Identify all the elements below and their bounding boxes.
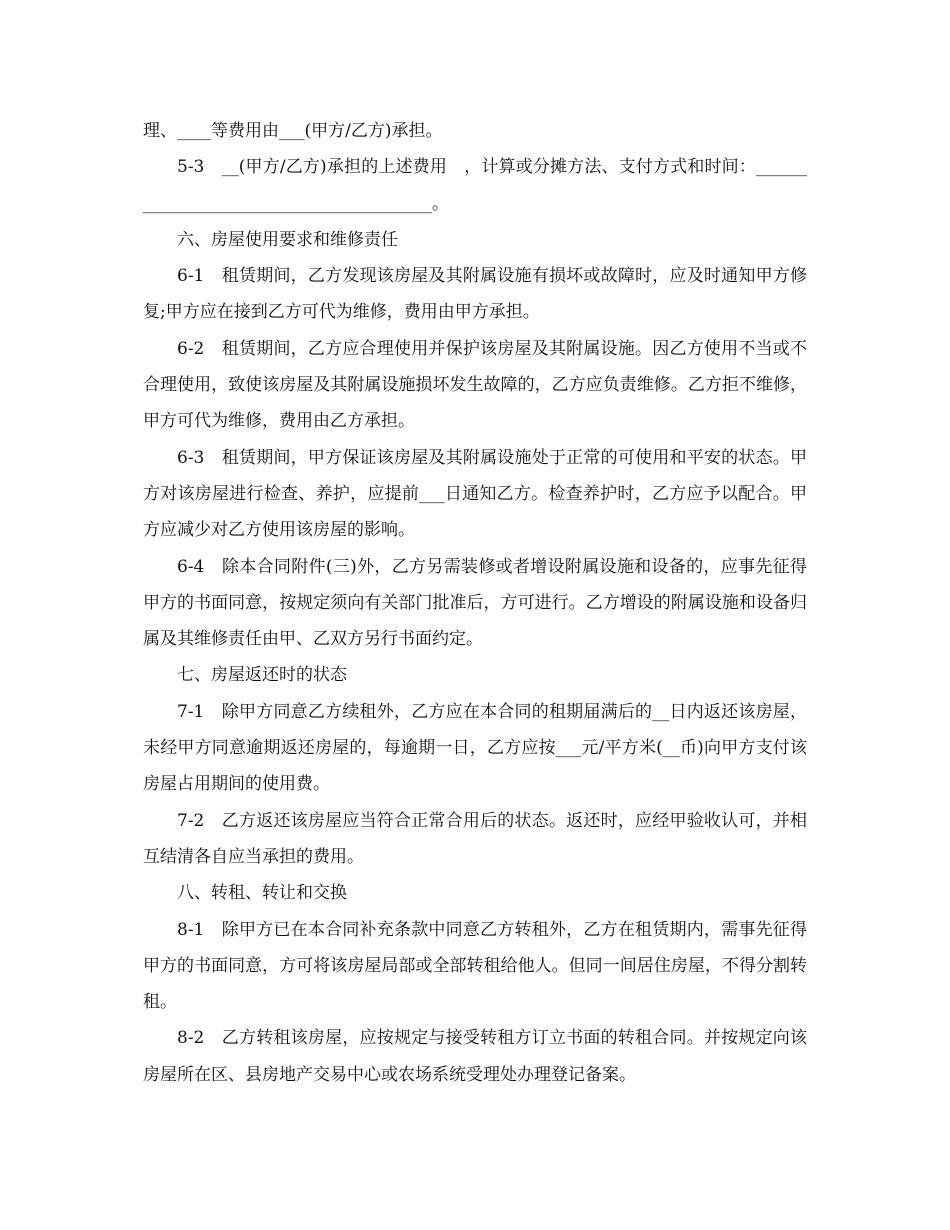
clause-6-3: 6-3 租赁期间，甲方保证该房屋及其附属设施处于正常的可使用和平安的状态。甲方对该房屋进行检查、养护，应提前___日通知乙方。检查养护时，乙方应予以配合。甲方应减少对乙方使用该房屋的影响。	[143, 447, 807, 541]
clause-8-1: 8-1 除甲方已在本合同补充条款中同意乙方转租外，乙方在租赁期内，需事先征得甲方的书面同意，方可将该房屋局部或全部转租给他人。但同一间居住房屋，不得分割转租。	[143, 919, 807, 1013]
clause-6-2: 6-2 租赁期间，乙方应合理使用并保护该房屋及其附属设施。因乙方使用不当或不合理使用，致使该房屋及其附属设施损坏发生故障的，乙方应负责维修。乙方拒不维修，甲方可代为维修，费用由乙方承担。	[143, 338, 807, 432]
clause-6-1: 6-1 租赁期间，乙方发现该房屋及其附属设施有损坏或故障时，应及时通知甲方修复;甲方应在接到乙方可代为维修，费用由甲方承担。	[143, 266, 807, 323]
clause-7-2: 7-2 乙方返还该房屋应当符合正常合用后的状态。返还时，应经甲验收认可，并相互结清各自应当承担的费用。	[143, 810, 807, 867]
clause-5-3: 5-3 __(甲方/乙方)承担的上述费用 ，计算或分摊方法、支付方式和时间：________________________________________。	[143, 157, 807, 214]
section-heading-8: 八、转租、转让和交换	[177, 883, 347, 904]
clause-6-4: 6-4 除本合同附件(三)外，乙方另需装修或者增设附属设施和设备的，应事先征得甲方的书面同意，按规定须向有关部门批准后，方可进行。乙方增设的附属设施和设备归属及其维修责任由甲、乙双方另行书面约定。	[143, 556, 807, 650]
clause-8-2: 8-2 乙方转租该房屋，应按规定与接受转租方订立书面的转租合同。并按规定向该房屋所在区、县房地产交易中心或农场系统受理处办理登记备案。	[143, 1028, 807, 1085]
clause-7-1: 7-1 除甲方同意乙方续租外，乙方应在本合同的租期届满后的__日内返还该房屋，未经甲方同意逾期返还房屋的，每逾期一日，乙方应按___元/平方米(__币)向甲方支付该房屋占用期间的使用费。	[143, 701, 807, 795]
section-heading-7: 七、房屋返还时的状态	[177, 665, 347, 686]
paragraph-continuation: 理、____等费用由___(甲方/乙方)承担。	[143, 121, 443, 141]
document-body	[143, 113, 807, 1093]
section-heading-6: 六、房屋使用要求和维修责任	[177, 229, 398, 250]
